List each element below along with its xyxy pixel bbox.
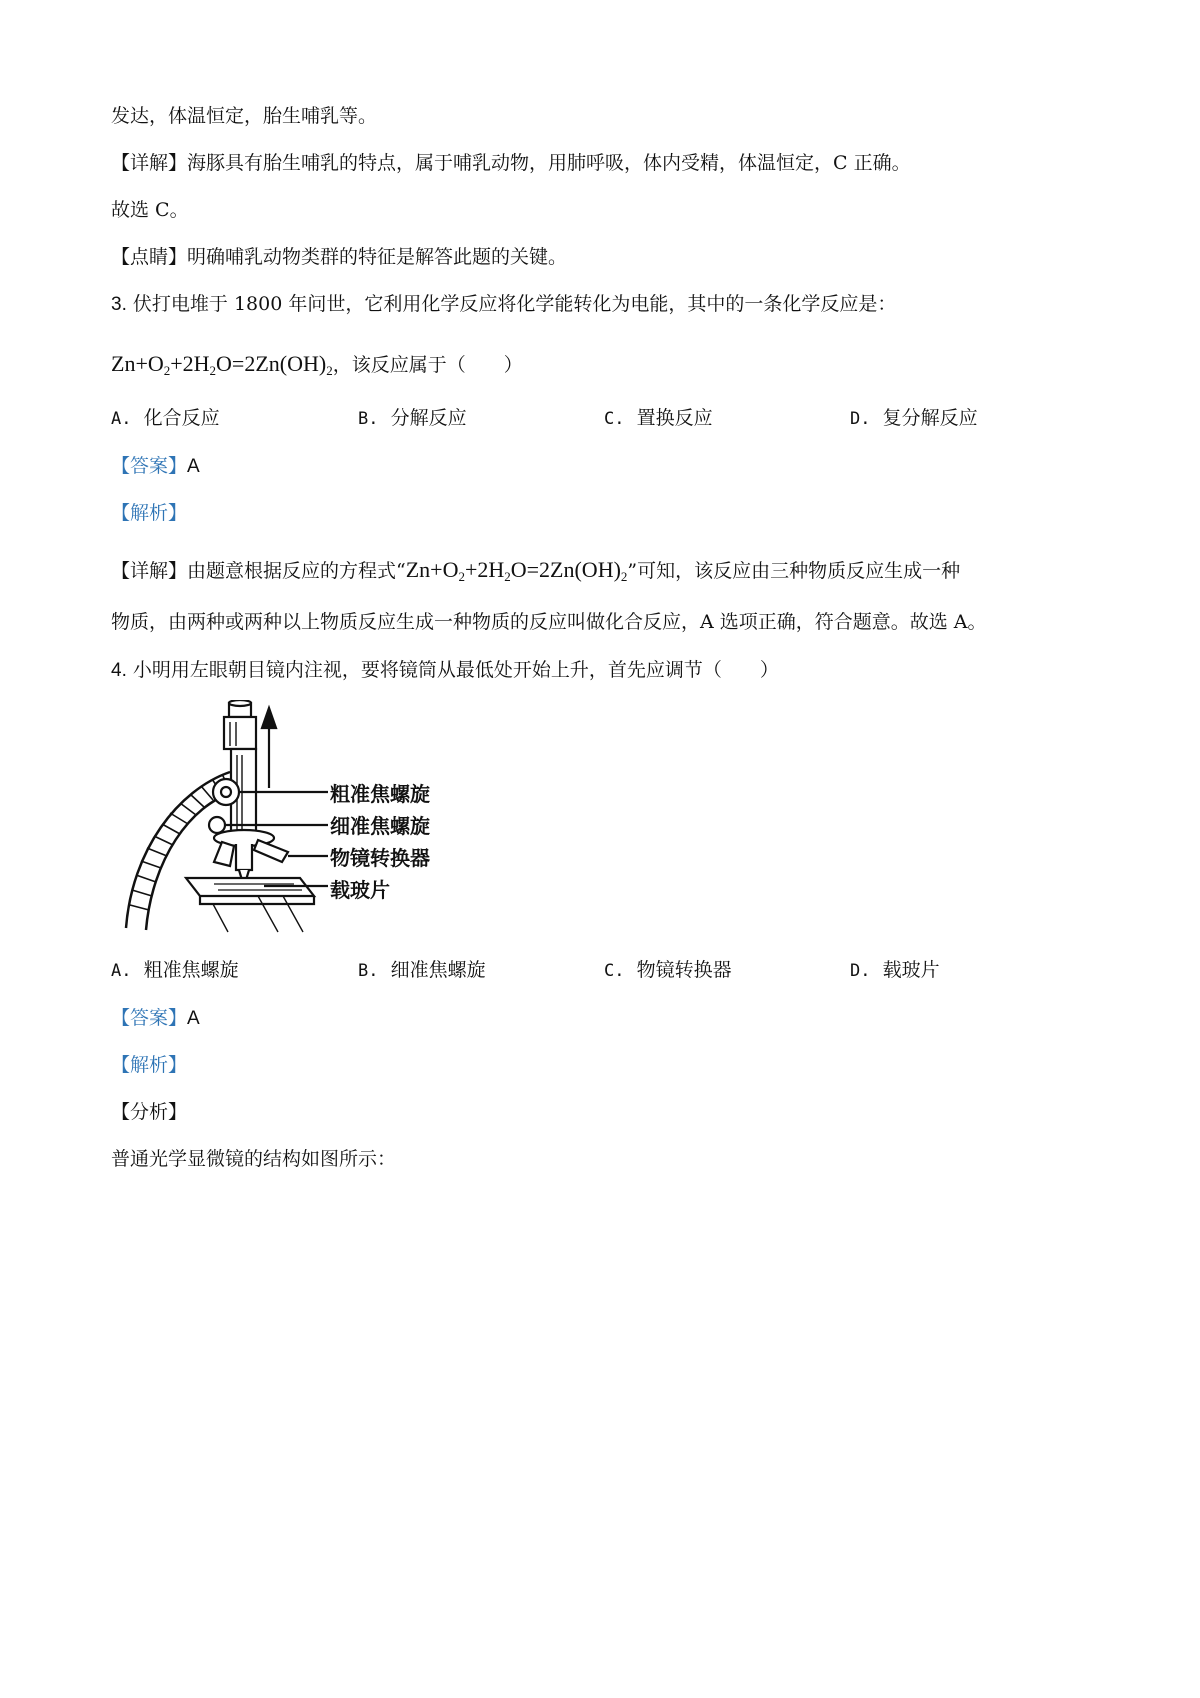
figure-label-slide: 载玻片 xyxy=(330,878,390,902)
answer-label: 【答案】 xyxy=(111,1007,188,1029)
option-b[interactable]: B. 分解反应 xyxy=(358,407,467,429)
option-a[interactable]: A. 化合反应 xyxy=(111,407,220,429)
answer-line xyxy=(111,452,200,481)
text-line: 故选 C。 xyxy=(111,199,189,221)
question-text: 伏打电堆于 1800 年问世，它利用化学反应将化学能转化为电能，其中的一条化学反应是： xyxy=(132,293,897,315)
answer-line xyxy=(111,1004,200,1033)
answer-label: 【答案】 xyxy=(111,455,188,477)
option-d[interactable]: D. 载玻片 xyxy=(850,959,940,981)
question-3 xyxy=(111,290,896,319)
chemical-formula: $Zn+O_2+2H_2O=2Zn(OH)_2$ xyxy=(111,351,333,378)
analysis-label: 【解析】 xyxy=(111,1054,188,1076)
option-c[interactable]: C. 置换反应 xyxy=(604,407,713,429)
formula-tail: ，该反应属于（ ） xyxy=(332,354,523,376)
formula-line xyxy=(111,350,523,379)
question-number: 3. xyxy=(111,294,127,315)
text-line: 发达，体温恒定，胎生哺乳等。 xyxy=(111,105,378,127)
question-4 xyxy=(111,656,779,685)
detail-line: 物质，由两种或两种以上物质反应生成一种物质的反应叫做化合反应，A 选项正确，符合题意。故选 A。 xyxy=(111,611,987,633)
figure-label-converter: 物镜转换器 xyxy=(330,846,430,870)
analysis-text: 普通光学显微镜的结构如图所示： xyxy=(111,1148,397,1170)
figure-label-coarse: 粗准焦螺旋 xyxy=(330,782,430,806)
option-b[interactable]: B. 细准焦螺旋 xyxy=(358,959,486,981)
microscope-figure xyxy=(118,700,478,935)
text-line: 【点睛】明确哺乳动物类群的特征是解答此题的关键。 xyxy=(111,246,568,268)
analysis-label: 【解析】 xyxy=(111,502,188,524)
figure-label-fine: 细准焦螺旋 xyxy=(330,814,430,838)
analysis2-label: 【分析】 xyxy=(111,1101,188,1123)
detail-line: 【详解】由题意根据反应的方程式“$Zn+O_2+2H_2O=2Zn(OH)_2$”可知，该反应由三种物质反应生成一种 xyxy=(111,557,961,584)
answer-value: A xyxy=(187,456,200,477)
question-number: 4. xyxy=(111,660,127,681)
question-text: 小明用左眼朝目镜内注视，要将镜筒从最低处开始上升，首先应调节（ ） xyxy=(132,659,779,681)
option-c[interactable]: C. 物镜转换器 xyxy=(604,959,732,981)
option-d[interactable]: D. 复分解反应 xyxy=(850,407,978,429)
option-a[interactable]: A. 粗准焦螺旋 xyxy=(111,959,239,981)
answer-value: A xyxy=(187,1008,200,1029)
text-line: 【详解】海豚具有胎生哺乳的特点，属于哺乳动物，用肺呼吸，体内受精，体温恒定，C 正确。 xyxy=(111,152,911,174)
